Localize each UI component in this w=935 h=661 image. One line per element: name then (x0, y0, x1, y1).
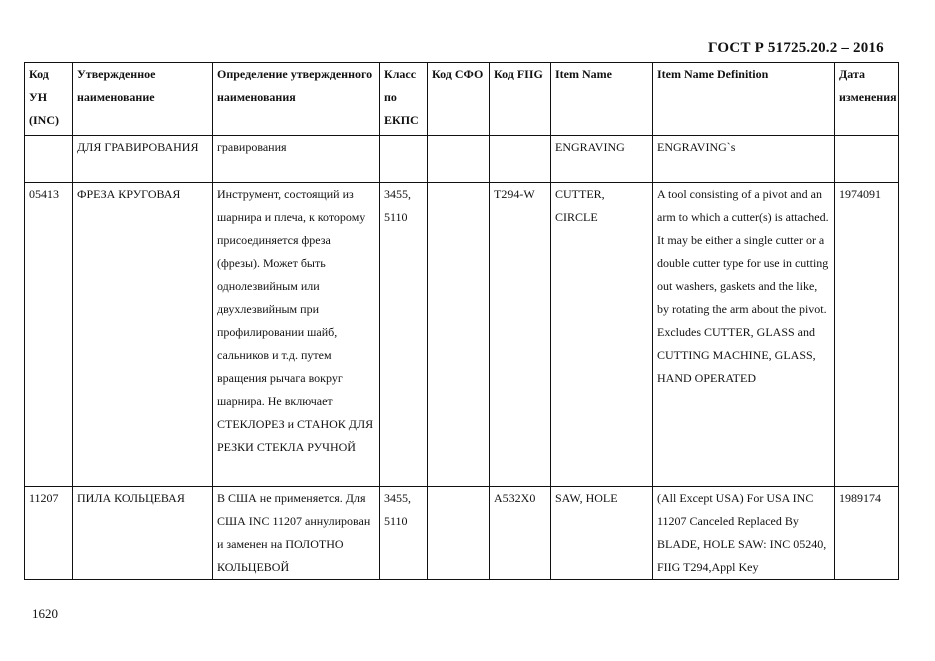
cell-definition: Инструмент, состоящий из шарнира и плеча, к которому присоединяется фреза (фрезы). Может быть однолезвийным или двухлезвийным при профилировании шайб, сальников и т.д. путем вращения рычага вокруг шарнира. Не включает СТЕКЛОРЕЗ и СТАНОК ДЛЯ РЕЗКИ СТЕКЛА РУЧНОЙ (213, 183, 380, 487)
cell-item-name: CUTTER, CIRCLE (551, 183, 653, 487)
cell-approved-name: ПИЛА КОЛЬЦЕВАЯ (73, 487, 213, 580)
cell-sfo (428, 183, 490, 487)
cell-item-name-definition: A tool consisting of a pivot and an arm to which a cutter(s) is attached. It may be either a single cutter or a double cutter type for use in cutting out washers, gaskets and the like, by rotating the arm about the pivot. Excludes CUTTER, GLASS and CUTTING MACHINE, GLASS, HAND OPERATED (653, 183, 835, 487)
cell-inc (25, 136, 73, 183)
cell-approved-name: ФРЕЗА КРУГОВАЯ (73, 183, 213, 487)
cell-fiig (490, 136, 551, 183)
table-row (25, 136, 899, 183)
table-header-row (25, 63, 899, 136)
cell-inc: 05413 (25, 183, 73, 487)
header-ekps: Класс по ЕКПС (380, 63, 428, 136)
header-sfo: Код СФО (428, 63, 490, 136)
cell-fiig: A532X0 (490, 487, 551, 580)
header-date: Дата изменения (835, 63, 899, 136)
header-definition: Определение утвержденного наименования (213, 63, 380, 136)
cell-ekps (380, 136, 428, 183)
cell-item-name-definition: ENGRAVING`s (653, 136, 835, 183)
table-row (25, 487, 899, 580)
classification-table (24, 62, 899, 580)
cell-definition: В США не применяется. Для США INC 11207 аннулирован и заменен на ПОЛОТНО КОЛЬЦЕВОЙ (213, 487, 380, 580)
cell-definition: гравирования (213, 136, 380, 183)
cell-ekps: 3455, 5110 (380, 487, 428, 580)
cell-date: 1989174 (835, 487, 899, 580)
cell-date: 1974091 (835, 183, 899, 487)
table-row (25, 183, 899, 487)
cell-sfo (428, 136, 490, 183)
cell-date (835, 136, 899, 183)
cell-item-name: ENGRAVING (551, 136, 653, 183)
cell-ekps: 3455, 5110 (380, 183, 428, 487)
page-number: 1620 (32, 606, 58, 621)
header-fiig: Код FIIG (490, 63, 551, 136)
cell-item-name: SAW, HOLE (551, 487, 653, 580)
cell-item-name-definition: (All Except USA) For USA INC 11207 Canceled Replaced By BLADE, HOLE SAW: INC 05240, FIIG T294,Appl Key (653, 487, 835, 580)
header-inc: Код УН (INC) (25, 63, 73, 136)
cell-sfo (428, 487, 490, 580)
header-item-name: Item Name (551, 63, 653, 136)
document-code: ГОСТ Р 51725.20.2 – 2016 (708, 40, 884, 56)
header-approved-name: Утвержденное наименование (73, 63, 213, 136)
header-item-name-definition: Item Name Definition (653, 63, 835, 136)
cell-inc: 11207 (25, 487, 73, 580)
cell-approved-name: ДЛЯ ГРАВИРОВАНИЯ (73, 136, 213, 183)
cell-fiig: T294-W (490, 183, 551, 487)
